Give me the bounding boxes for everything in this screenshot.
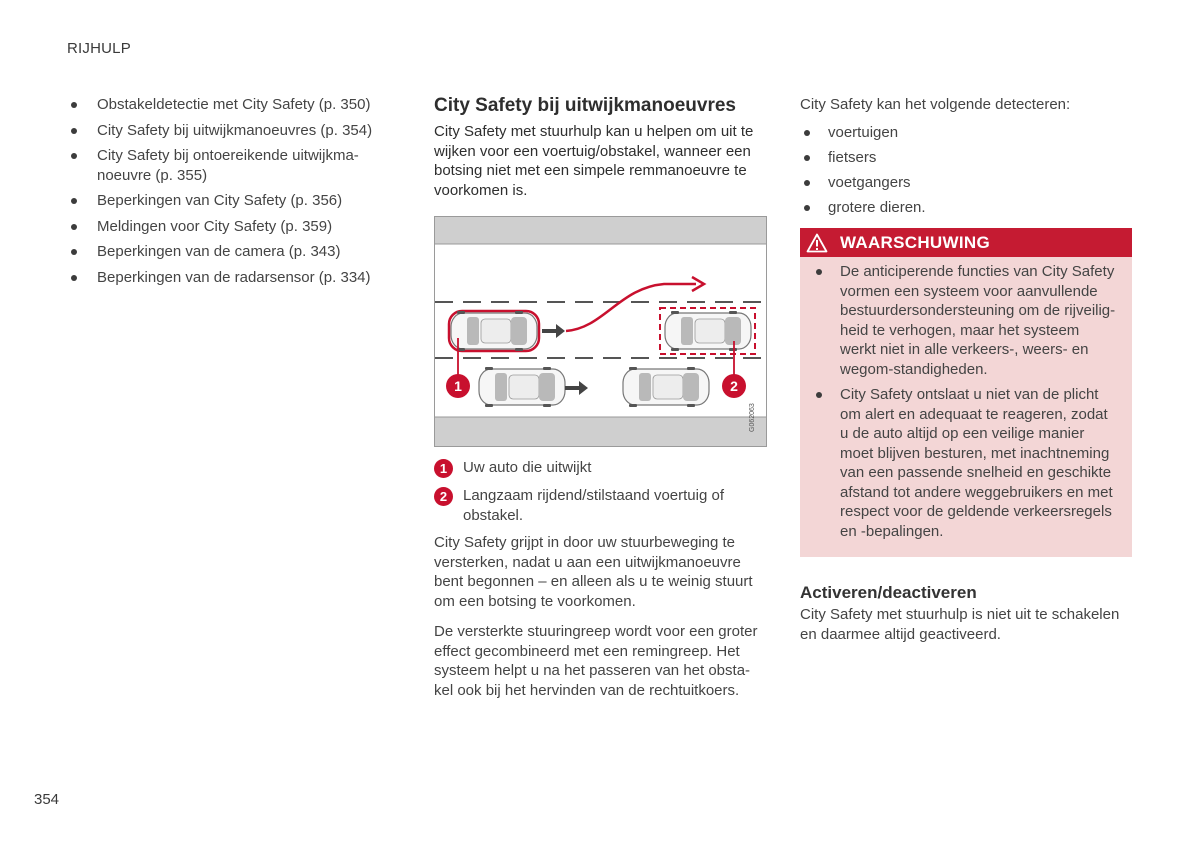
callout-1-label: 1 — [454, 378, 462, 394]
warning-header — [800, 228, 1132, 257]
related-link[interactable]: Beperkingen van de radarsensor (p. 334) — [67, 268, 387, 288]
related-link-text: City Safety bij ontoereikende uitwijkma-noeuvre (p. 355) — [97, 147, 359, 184]
detect-item: fietsers — [800, 148, 1132, 168]
callout-2-label: 2 — [730, 378, 738, 394]
road-edge-top — [435, 217, 766, 244]
legend-text: Langzaam rijdend/stilstaand voertuig of obstakel. — [463, 487, 724, 524]
section-intro: City Safety met stuurhulp kan u helpen om uit te wijken voor een voertuig/obstakel, wanneer een botsing niet met een simpele remmanoeuvre te voorkomen is. — [434, 123, 754, 199]
activate-title: Activeren/deactiveren — [800, 583, 977, 602]
legend-number: 2 — [434, 487, 453, 506]
legend-item — [434, 458, 769, 478]
detect-item: voetgangers — [800, 173, 1132, 193]
body-paragraph: De versterkte stuuringreep wordt voor een groter effect gecombineerd met een remingreep. Het systeem helpt u na het passeren van het obsta-kel ook bij het hervinden van de rechtuitkoers. — [434, 623, 758, 699]
page-number: 354 — [34, 791, 60, 808]
warning-list — [812, 262, 1118, 541]
warning-triangle-icon — [806, 233, 828, 253]
legend-text: Uw auto die uitwijkt — [463, 459, 592, 476]
evasive-manoeuvre-illustration — [434, 216, 767, 447]
figure-code: G062063 — [749, 403, 756, 432]
related-link[interactable] — [67, 146, 387, 185]
illustration-svg — [434, 216, 767, 447]
warning-body — [800, 257, 1132, 557]
figure-legend — [434, 458, 769, 525]
body-paragraph: City Safety grijpt in door uw stuurbeweging te versterken, nadat u aan een uitwijkmanoeuvre bent begonnen – en alleen als u te weinig stuurt om een botsing te voorkomen. — [434, 534, 753, 610]
related-link[interactable]: Obstakeldetectie met City Safety (p. 350) — [67, 95, 387, 115]
detect-item: voertuigen — [800, 123, 1132, 143]
own-car — [449, 311, 539, 351]
warning-item: City Safety ontslaat u niet van de plicht om alert en adequaat te reageren, zodat u de auto altijd op een veilige manier moet blijven besturen, met inachtneming van een passende snelheid en geschikte afstand tot andere weggebruikers en met respect voor de geldende verkeersregels en -bepalingen. — [812, 385, 1118, 541]
warning-title: WAARSCHUWING — [840, 232, 990, 252]
detect-item: grotere dieren. — [800, 198, 1132, 218]
main-column — [434, 95, 769, 711]
related-links-column — [67, 95, 387, 293]
obstacle-car — [665, 311, 751, 351]
related-link[interactable]: City Safety bij uitwijkmanoeuvres (p. 354) — [67, 121, 387, 141]
related-links-list — [67, 95, 387, 287]
related-link[interactable]: Beperkingen van de camera (p. 343) — [67, 242, 387, 262]
detect-list — [800, 123, 1132, 218]
warning-item: De anticiperende functies van City Safety vormen een systeem voor aanvullende bestuurdersondersteuning om de rijveilig-heid te verhogen, maar het systeem werkt niet in alle verkeers-, weers- en wegom-standigheden. — [812, 262, 1118, 379]
section-title: City Safety bij uitwijkmanoeuvres — [434, 95, 736, 116]
detect-intro: City Safety kan het volgende detecteren: — [800, 96, 1071, 113]
road-edge-bottom — [435, 417, 766, 446]
right-column — [800, 95, 1132, 644]
legend-item — [434, 486, 769, 525]
page-header: RIJHULP — [67, 40, 131, 57]
activate-text: City Safety met stuurhulp is niet uit te schakelen en daarmee altijd geactiveerd. — [800, 606, 1120, 643]
related-link[interactable]: Meldingen voor City Safety (p. 359) — [67, 217, 387, 237]
warning-box — [800, 228, 1132, 557]
related-link[interactable]: Beperkingen van City Safety (p. 356) — [67, 191, 387, 211]
legend-number: 1 — [434, 459, 453, 478]
lower-car — [623, 367, 709, 407]
lower-car — [479, 367, 565, 407]
